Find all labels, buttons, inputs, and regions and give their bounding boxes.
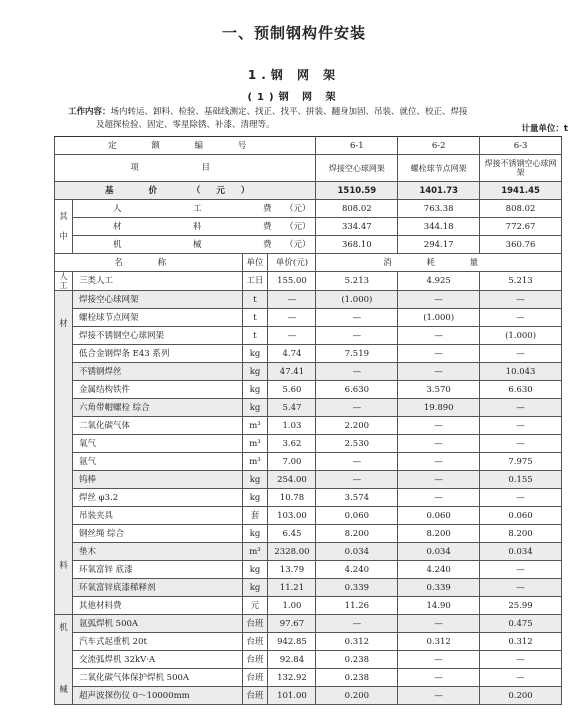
row-value-6-3: 6.630 bbox=[480, 381, 562, 399]
row-value-6-2: — bbox=[398, 435, 480, 453]
col-name-6-2: 螺栓球节点网架 bbox=[398, 155, 480, 182]
row-value-6-1: 3.574 bbox=[316, 489, 398, 507]
row-value-6-2: (1.000) bbox=[398, 309, 480, 327]
material-6-1: 334.47 bbox=[316, 218, 398, 236]
row-value-6-3: — bbox=[480, 561, 562, 579]
work-content bbox=[68, 106, 508, 132]
row-name: 钨棒 bbox=[72, 471, 242, 489]
row-value-6-2: — bbox=[398, 363, 480, 381]
row-value-6-1: 4.240 bbox=[316, 561, 398, 579]
code-6-1: 6-1 bbox=[316, 137, 398, 155]
row-name: 环氧富锌 底漆 bbox=[72, 561, 242, 579]
row-name: 其他材料费 bbox=[72, 597, 242, 615]
cost-row-material bbox=[55, 218, 562, 236]
row-name: 吊装夹具 bbox=[72, 507, 242, 525]
row-name: 二氧化碳气体保护焊机 500A bbox=[72, 669, 242, 687]
row-value-6-1: 2.200 bbox=[316, 417, 398, 435]
quota-table bbox=[54, 136, 562, 705]
row-value-6-1: — bbox=[316, 471, 398, 489]
table-row bbox=[55, 507, 562, 525]
row-unit: 台班 bbox=[242, 669, 268, 687]
base-price-label: 基 价 （元） bbox=[55, 182, 316, 200]
row-price: 155.00 bbox=[268, 272, 316, 291]
row-value-6-2: — bbox=[398, 453, 480, 471]
work-label: 工作内容： bbox=[68, 107, 111, 117]
row-price: 4.74 bbox=[268, 345, 316, 363]
row-value-6-2: 4.240 bbox=[398, 561, 480, 579]
row-price: 3.62 bbox=[268, 435, 316, 453]
row-value-6-1: — bbox=[316, 309, 398, 327]
table-row bbox=[55, 363, 562, 381]
row-value-6-3: — bbox=[480, 345, 562, 363]
table-row bbox=[55, 615, 562, 633]
row-price: 10.78 bbox=[268, 489, 316, 507]
table-row bbox=[55, 561, 562, 579]
table-row bbox=[55, 291, 562, 309]
row-value-6-1: 0.339 bbox=[316, 579, 398, 597]
row-price: — bbox=[268, 291, 316, 309]
cost-group-bottom: 中 bbox=[59, 231, 68, 242]
cost-group-top: 其 bbox=[59, 211, 68, 222]
cost-labor-d: （元） bbox=[284, 203, 311, 214]
row-value-6-3: 8.200 bbox=[480, 525, 562, 543]
col-name-6-1: 焊接空心球网架 bbox=[316, 155, 398, 182]
row-price: 5.47 bbox=[268, 399, 316, 417]
unit-label: 计量单位：t bbox=[521, 124, 568, 134]
row-value-6-3: 0.034 bbox=[480, 543, 562, 561]
row-unit: 套 bbox=[242, 507, 268, 525]
row-value-6-2: — bbox=[398, 291, 480, 309]
code-6-2: 6-2 bbox=[398, 137, 480, 155]
cost-machine-b: 械 bbox=[192, 239, 202, 250]
table-row bbox=[55, 435, 562, 453]
row-name: 交流弧焊机 32kV·A bbox=[72, 651, 242, 669]
row-price: 5.60 bbox=[268, 381, 316, 399]
quota-no-row bbox=[55, 137, 562, 155]
col-name-6-3: 焊接不锈钢空心球网架 bbox=[480, 155, 562, 182]
row-value-6-1: 7.519 bbox=[316, 345, 398, 363]
row-value-6-3: 25.99 bbox=[480, 597, 562, 615]
row-unit: kg bbox=[242, 561, 268, 579]
machine-6-2: 294.17 bbox=[398, 236, 480, 254]
cost-row-machine bbox=[55, 236, 562, 254]
row-value-6-1: 0.312 bbox=[316, 633, 398, 651]
row-value-6-3: 10.043 bbox=[480, 363, 562, 381]
row-value-6-2: — bbox=[398, 471, 480, 489]
row-unit: kg bbox=[242, 345, 268, 363]
cost-machine-d: （元） bbox=[284, 239, 311, 250]
labor-6-1: 808.02 bbox=[316, 200, 398, 218]
row-value-6-3: 5.213 bbox=[480, 272, 562, 291]
row-name: 焊接不锈钢空心球网架 bbox=[72, 327, 242, 345]
table-row bbox=[55, 651, 562, 669]
code-6-3: 6-3 bbox=[480, 137, 562, 155]
table-row bbox=[55, 272, 562, 291]
work-line-1: 场内转运、卸料、检验、基础线测定、找正、找平、拼装、翻身加固、吊装、就位、校正、焊接 bbox=[110, 107, 468, 117]
table-row bbox=[55, 309, 562, 327]
row-price: 13.79 bbox=[268, 561, 316, 579]
machine-6-3: 360.76 bbox=[480, 236, 562, 254]
group-material bbox=[55, 291, 73, 615]
item-label: 项 目 bbox=[55, 155, 316, 182]
row-name: 金属结构铁件 bbox=[72, 381, 242, 399]
row-name: 二氧化碳气体 bbox=[72, 417, 242, 435]
table-row bbox=[55, 489, 562, 507]
row-value-6-2: — bbox=[398, 615, 480, 633]
group-machine-bottom: 械 bbox=[59, 685, 68, 695]
cost-group-label bbox=[55, 200, 73, 254]
table-row bbox=[55, 471, 562, 489]
row-price: 2328.00 bbox=[268, 543, 316, 561]
row-unit: kg bbox=[242, 525, 268, 543]
subsection-title: (1)钢 网 架 bbox=[247, 92, 341, 103]
row-name: 低合金钢焊条 E43 系列 bbox=[72, 345, 242, 363]
base-price-row bbox=[55, 182, 562, 200]
labor-6-2: 763.38 bbox=[398, 200, 480, 218]
row-value-6-3: — bbox=[480, 399, 562, 417]
row-value-6-2: 0.034 bbox=[398, 543, 480, 561]
row-value-6-3: — bbox=[480, 579, 562, 597]
labor-6-3: 808.02 bbox=[480, 200, 562, 218]
cost-machine-a: 机 bbox=[112, 239, 122, 250]
row-value-6-1: 5.213 bbox=[316, 272, 398, 291]
cost-machine-c: 费 bbox=[262, 239, 272, 250]
cost-material-a: 材 bbox=[112, 221, 122, 232]
cost-row-labor bbox=[55, 200, 562, 218]
row-unit: m³ bbox=[242, 543, 268, 561]
group-labor: 人工 bbox=[55, 272, 73, 291]
group-material-top: 材 bbox=[59, 319, 68, 329]
row-unit: kg bbox=[242, 471, 268, 489]
row-name: 氧气 bbox=[72, 435, 242, 453]
row-unit: m³ bbox=[242, 435, 268, 453]
row-price: 92.84 bbox=[268, 651, 316, 669]
row-price: 132.92 bbox=[268, 669, 316, 687]
row-value-6-1: — bbox=[316, 327, 398, 345]
chapter-title: 一、预制钢构件安装 bbox=[221, 24, 366, 42]
cost-label-labor bbox=[72, 200, 315, 218]
row-value-6-1: 0.238 bbox=[316, 669, 398, 687]
row-unit: kg bbox=[242, 399, 268, 417]
row-value-6-3: — bbox=[480, 489, 562, 507]
row-value-6-3: 0.060 bbox=[480, 507, 562, 525]
row-name: 螺栓球节点网架 bbox=[72, 309, 242, 327]
row-value-6-2: — bbox=[398, 345, 480, 363]
base-price-6-3: 1941.45 bbox=[480, 182, 562, 200]
cost-material-d: （元） bbox=[284, 221, 311, 232]
row-price: 1.03 bbox=[268, 417, 316, 435]
row-value-6-3: 0.200 bbox=[480, 687, 562, 705]
table-row bbox=[55, 597, 562, 615]
row-price: — bbox=[268, 327, 316, 345]
consumption-header: 消 耗 量 bbox=[316, 254, 562, 272]
row-unit: kg bbox=[242, 363, 268, 381]
cost-label-machine bbox=[72, 236, 315, 254]
section-title: 1.钢 网 架 bbox=[247, 68, 341, 82]
row-unit: 台班 bbox=[242, 633, 268, 651]
row-price: 47.41 bbox=[268, 363, 316, 381]
row-value-6-1: (1.000) bbox=[316, 291, 398, 309]
row-value-6-1: 0.034 bbox=[316, 543, 398, 561]
base-price-6-1: 1510.59 bbox=[316, 182, 398, 200]
row-value-6-2: 14.90 bbox=[398, 597, 480, 615]
row-value-6-3: — bbox=[480, 651, 562, 669]
row-value-6-3: 7.975 bbox=[480, 453, 562, 471]
row-value-6-2: — bbox=[398, 651, 480, 669]
row-value-6-3: (1.000) bbox=[480, 327, 562, 345]
row-price: 6.45 bbox=[268, 525, 316, 543]
table-row bbox=[55, 687, 562, 705]
item-row bbox=[55, 155, 562, 182]
row-value-6-1: 0.238 bbox=[316, 651, 398, 669]
row-name: 汽车式起重机 20t bbox=[72, 633, 242, 651]
table-row bbox=[55, 633, 562, 651]
row-unit: t bbox=[242, 309, 268, 327]
row-name: 六角带帽螺栓 综合 bbox=[72, 399, 242, 417]
row-value-6-3: 0.312 bbox=[480, 633, 562, 651]
row-value-6-1: — bbox=[316, 399, 398, 417]
row-value-6-1: 6.630 bbox=[316, 381, 398, 399]
row-price: 101.00 bbox=[268, 687, 316, 705]
table-row bbox=[55, 543, 562, 561]
cost-label-material bbox=[72, 218, 315, 236]
group-machine bbox=[55, 615, 73, 705]
row-value-6-2: — bbox=[398, 327, 480, 345]
table-row bbox=[55, 399, 562, 417]
row-name: 环氧富锌底漆稀释剂 bbox=[72, 579, 242, 597]
row-unit: kg bbox=[242, 579, 268, 597]
cost-labor-c: 费 bbox=[262, 203, 272, 214]
name-header: 名 称 bbox=[55, 254, 243, 272]
row-value-6-1: 11.26 bbox=[316, 597, 398, 615]
row-value-6-3: — bbox=[480, 417, 562, 435]
row-value-6-2: 0.312 bbox=[398, 633, 480, 651]
row-value-6-2: 19.890 bbox=[398, 399, 480, 417]
row-name: 氩弧焊机 500A bbox=[72, 615, 242, 633]
row-unit: 台班 bbox=[242, 687, 268, 705]
row-unit: m³ bbox=[242, 453, 268, 471]
unit-header: 单位 bbox=[242, 254, 268, 272]
row-value-6-1: 0.060 bbox=[316, 507, 398, 525]
row-unit: t bbox=[242, 291, 268, 309]
row-value-6-2: — bbox=[398, 687, 480, 705]
row-unit: 工日 bbox=[242, 272, 268, 291]
row-name: 钢丝绳 综合 bbox=[72, 525, 242, 543]
row-price: 1.00 bbox=[268, 597, 316, 615]
base-price-6-2: 1401.73 bbox=[398, 182, 480, 200]
table-row bbox=[55, 345, 562, 363]
material-6-2: 344.18 bbox=[398, 218, 480, 236]
material-6-3: 772.67 bbox=[480, 218, 562, 236]
row-value-6-2: 0.060 bbox=[398, 507, 480, 525]
row-unit: 台班 bbox=[242, 615, 268, 633]
row-value-6-2: 0.339 bbox=[398, 579, 480, 597]
row-value-6-2: 8.200 bbox=[398, 525, 480, 543]
row-unit: t bbox=[242, 327, 268, 345]
table-row bbox=[55, 453, 562, 471]
row-unit: kg bbox=[242, 381, 268, 399]
row-value-6-1: — bbox=[316, 615, 398, 633]
cost-labor-a: 人 bbox=[112, 203, 122, 214]
cost-material-b: 料 bbox=[192, 221, 202, 232]
row-price: 11.21 bbox=[268, 579, 316, 597]
row-unit: 台班 bbox=[242, 651, 268, 669]
row-value-6-1: — bbox=[316, 363, 398, 381]
row-value-6-3: — bbox=[480, 291, 562, 309]
row-unit: kg bbox=[242, 489, 268, 507]
row-name: 焊丝 φ3.2 bbox=[72, 489, 242, 507]
row-value-6-2: — bbox=[398, 417, 480, 435]
row-value-6-3: — bbox=[480, 435, 562, 453]
row-name: 氩气 bbox=[72, 453, 242, 471]
row-unit: 元 bbox=[242, 597, 268, 615]
row-name: 焊接空心球网架 bbox=[72, 291, 242, 309]
row-price: 103.00 bbox=[268, 507, 316, 525]
row-value-6-3: 0.475 bbox=[480, 615, 562, 633]
quota-no-label: 定 额 编 号 bbox=[55, 137, 316, 155]
machine-6-1: 368.10 bbox=[316, 236, 398, 254]
table-row bbox=[55, 525, 562, 543]
table-row bbox=[55, 381, 562, 399]
row-name: 垫木 bbox=[72, 543, 242, 561]
row-name: 不锈钢焊丝 bbox=[72, 363, 242, 381]
row-price: 942.85 bbox=[268, 633, 316, 651]
row-price: 97.67 bbox=[268, 615, 316, 633]
row-value-6-2: — bbox=[398, 669, 480, 687]
cost-labor-b: 工 bbox=[192, 203, 202, 214]
table-row bbox=[55, 417, 562, 435]
cost-material-c: 费 bbox=[262, 221, 272, 232]
row-value-6-2: 3.570 bbox=[398, 381, 480, 399]
row-price: — bbox=[268, 309, 316, 327]
row-name: 超声波探伤仪 0～10000mm bbox=[72, 687, 242, 705]
row-value-6-1: 0.200 bbox=[316, 687, 398, 705]
row-price: 7.00 bbox=[268, 453, 316, 471]
group-machine-top: 机 bbox=[59, 623, 68, 633]
price-header: 单价(元) bbox=[268, 254, 316, 272]
row-value-6-1: 2.530 bbox=[316, 435, 398, 453]
table-row bbox=[55, 669, 562, 687]
table-row bbox=[55, 579, 562, 597]
row-value-6-2: — bbox=[398, 489, 480, 507]
row-value-6-2: 4.925 bbox=[398, 272, 480, 291]
table-row bbox=[55, 327, 562, 345]
row-value-6-1: — bbox=[316, 453, 398, 471]
work-line-2: 及超探检验、固定、零星除锈、补漆、清理等。 bbox=[96, 120, 275, 130]
row-unit: m³ bbox=[242, 417, 268, 435]
row-price: 254.00 bbox=[268, 471, 316, 489]
row-value-6-3: — bbox=[480, 309, 562, 327]
consumption-header-row bbox=[55, 254, 562, 272]
row-value-6-1: 8.200 bbox=[316, 525, 398, 543]
row-value-6-3: — bbox=[480, 669, 562, 687]
row-value-6-3: 0.155 bbox=[480, 471, 562, 489]
row-name: 三类人工 bbox=[72, 272, 242, 291]
group-material-bottom: 料 bbox=[59, 561, 68, 571]
